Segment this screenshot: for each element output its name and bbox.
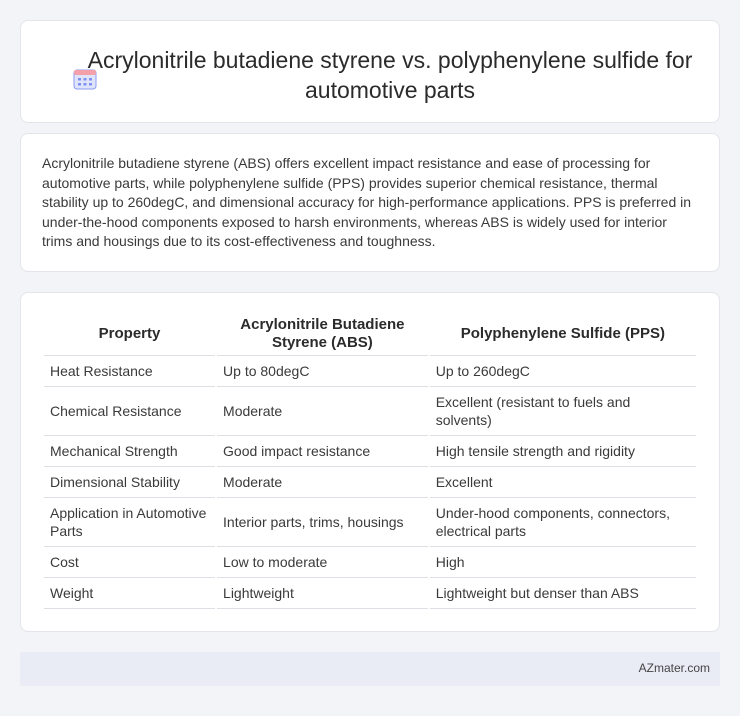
table-header-row	[44, 313, 696, 356]
table-row	[44, 578, 696, 609]
row-property: Mechanical Strength	[44, 436, 215, 467]
title-card	[20, 20, 720, 123]
row-abs-value: Moderate	[217, 467, 428, 498]
header-pps: Polyphenylene Sulfide (PPS)	[430, 313, 696, 356]
row-property: Application in Automotive Parts	[44, 498, 215, 547]
row-abs-value: Lightweight	[217, 578, 428, 609]
row-pps-value: Up to 260degC	[430, 356, 696, 387]
comparison-table	[42, 313, 698, 609]
row-abs-value: Moderate	[217, 387, 428, 436]
row-pps-value: High	[430, 547, 696, 578]
table-row	[44, 436, 696, 467]
header-abs: Acrylonitrile Butadiene Styrene (ABS)	[217, 313, 428, 356]
summary-paragraph: Acrylonitrile butadiene styrene (ABS) offers excellent impact resistance and ease of processing for automotive parts, while polyphenylene sulfide (PPS) provides superior chemical resistance, thermal stability up to 260degC, and dimensional accuracy for high-performance applications. PPS is preferred in under-the-hood components exposed to harsh environments, whereas ABS is widely used for interior trims and housings due to its cost-effectiveness and toughness.	[42, 155, 692, 250]
row-property: Heat Resistance	[44, 356, 215, 387]
comparison-card	[20, 292, 720, 632]
row-pps-value: Lightweight but denser than ABS	[430, 578, 696, 609]
row-pps-value: Excellent	[430, 467, 696, 498]
row-pps-value: Excellent (resistant to fuels and solvents)	[430, 387, 696, 436]
table-row	[44, 387, 696, 436]
footer-bar	[20, 652, 720, 686]
row-abs-value: Up to 80degC	[217, 356, 428, 387]
row-abs-value: Interior parts, trims, housings	[217, 498, 428, 547]
table-row	[44, 547, 696, 578]
row-pps-value: High tensile strength and rigidity	[430, 436, 696, 467]
row-abs-value: Low to moderate	[217, 547, 428, 578]
row-property: Weight	[44, 578, 215, 609]
row-property: Chemical Resistance	[44, 387, 215, 436]
footer-brand-link[interactable]: AZmater.com	[638, 661, 710, 675]
row-abs-value: Good impact resistance	[217, 436, 428, 467]
row-property: Cost	[44, 547, 215, 578]
table-row	[44, 498, 696, 547]
table-row	[44, 467, 696, 498]
header-property: Property	[44, 313, 215, 356]
row-property: Dimensional Stability	[44, 467, 215, 498]
table-row	[44, 356, 696, 387]
page-title: Acrylonitrile butadiene styrene vs. polyphenylene sulfide for automotive parts	[87, 47, 693, 103]
summary-card	[20, 133, 720, 272]
row-pps-value: Under-hood components, connectors, electrical parts	[430, 498, 696, 547]
